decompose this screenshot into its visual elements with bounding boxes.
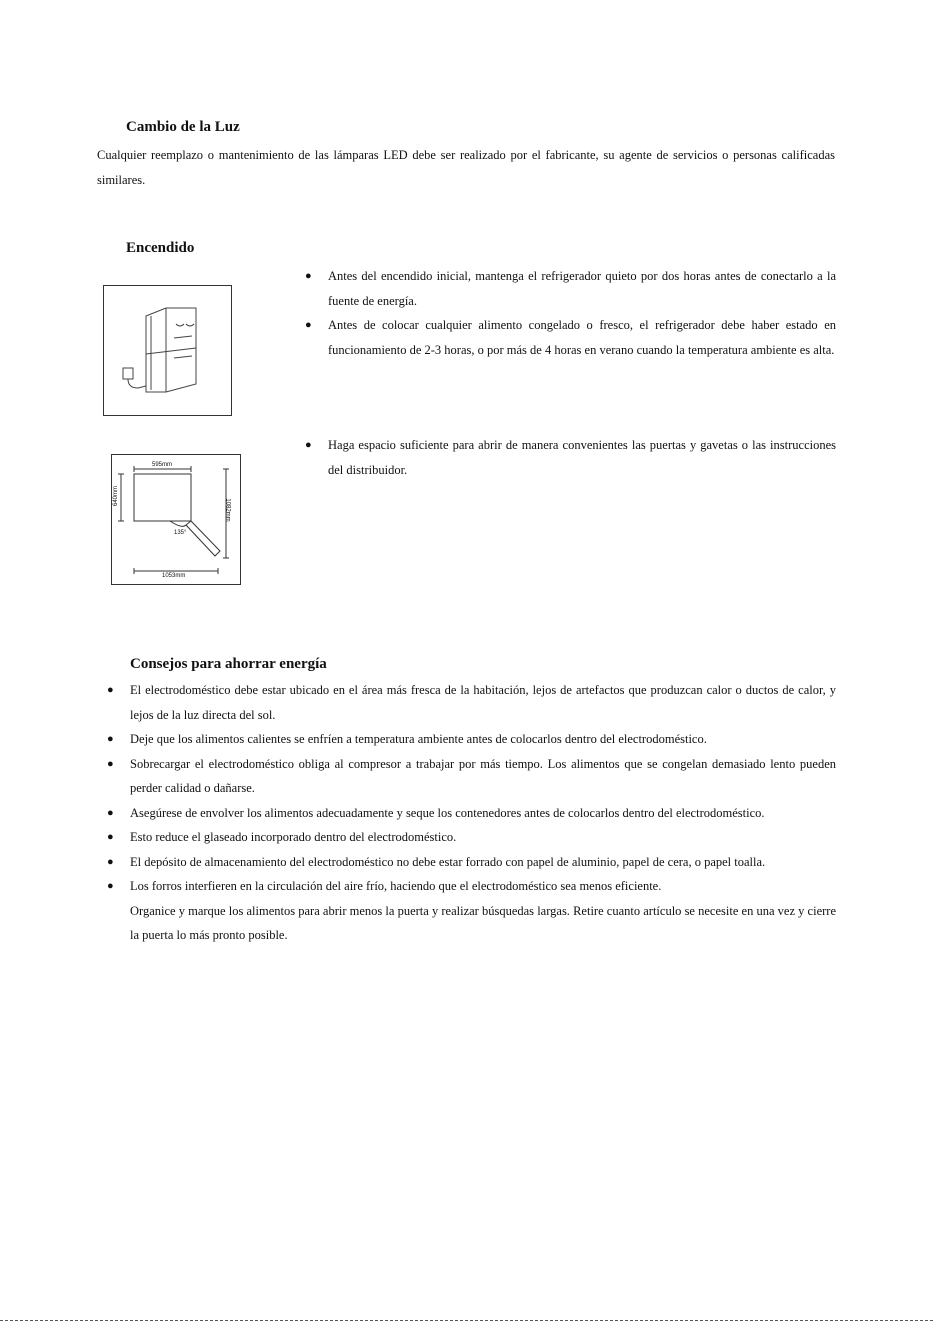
list-item: ● Haga espacio suficiente para abrir de manera convenientes las puertas y gavetas o las instrucciones del distribuidor. (328, 433, 836, 482)
bullet-icon: ● (107, 880, 114, 892)
bullet-icon: ● (107, 733, 114, 745)
bullet-icon: ● (305, 439, 312, 451)
list-item: ● Esto reduce el glaseado incorporado dentro del electrodoméstico. (130, 825, 836, 850)
light-change-text: Cualquier reemplazo o mantenimiento de las lámparas LED debe ser realizado por el fabricante, su agente de servicios o personas calificadas similares. (97, 148, 835, 187)
page-bottom-border (0, 1320, 933, 1321)
heading-energy-tips: Consejos para ahorrar energía (130, 656, 327, 672)
list-item: ● El electrodoméstico debe estar ubicado en el área más fresca de la habitación, lejos de artefactos que produzcan calor o ductos de calor, y lejos de la luz directa del sol. (130, 678, 836, 727)
heading-power-on: Encendido (126, 240, 195, 256)
list-item: ● Antes de colocar cualquier alimento congelado o fresco, el refrigerador debe haber estado en funcionamiento de 2-3 horas, o por más de 4 horas en verano cuando la temperatura ambiente es alta. (328, 313, 836, 362)
energy-tips-list (107, 678, 836, 948)
bullet-icon: ● (305, 270, 312, 282)
list-item: ● Deje que los alimentos calientes se enfríen a temperatura ambiente antes de colocarlos dentro del electrodoméstico. (130, 727, 836, 752)
total-width-label: 1053mm (162, 573, 186, 579)
list-item: ● Asegúrese de envolver los alimentos adecuadamente y seque los contenedores antes de colocarlos dentro del electrodoméstico. (130, 801, 836, 826)
list-item: ● El depósito de almacenamiento del electrodoméstico no debe estar forrado con papel de aluminio, papel de cera, o papel toalla. (130, 850, 836, 875)
height-label: 1082mm (224, 498, 231, 522)
fridge-plug-icon (104, 286, 231, 415)
heading-light-change: Cambio de la Luz (126, 119, 240, 135)
bullet-icon: ● (107, 831, 114, 843)
clearance-diagram-svg (112, 455, 240, 584)
power-bullets (300, 264, 836, 362)
bullet-icon: ● (107, 806, 114, 819)
depth-label: 640mm (113, 485, 120, 507)
fridge-plug-illustration (103, 285, 232, 416)
closing-paragraph: Organice y marque los alimentos para abrir menos la puerta y realizar búsquedas largas. Retire cuanto artículo se necesite en una vez y cierre la puerta lo más pronto posible. (130, 903, 836, 942)
list-item: ● Los forros interfieren en la circulación del aire frío, haciendo que el electrodoméstico sea menos eficiente. (130, 874, 836, 899)
angle-label: 135° (174, 530, 187, 536)
space-bullet (300, 433, 836, 482)
bullet-icon: ● (107, 684, 114, 696)
bullet-icon: ● (305, 319, 312, 331)
width-label: 595mm (152, 462, 173, 468)
bullet-icon: ● (107, 855, 114, 868)
bullet-icon: ● (107, 757, 114, 770)
list-item: ● Antes del encendido inicial, mantenga el refrigerador quieto por dos horas antes de conectarlo a la fuente de energía. (328, 264, 836, 313)
clearance-diagram (111, 454, 241, 585)
list-item: ● Sobrecargar el electrodoméstico obliga al compresor a trabajar por más tiempo. Los alimentos que se congelan demasiado lento pueden perder calidad o dañarse. (130, 752, 836, 801)
